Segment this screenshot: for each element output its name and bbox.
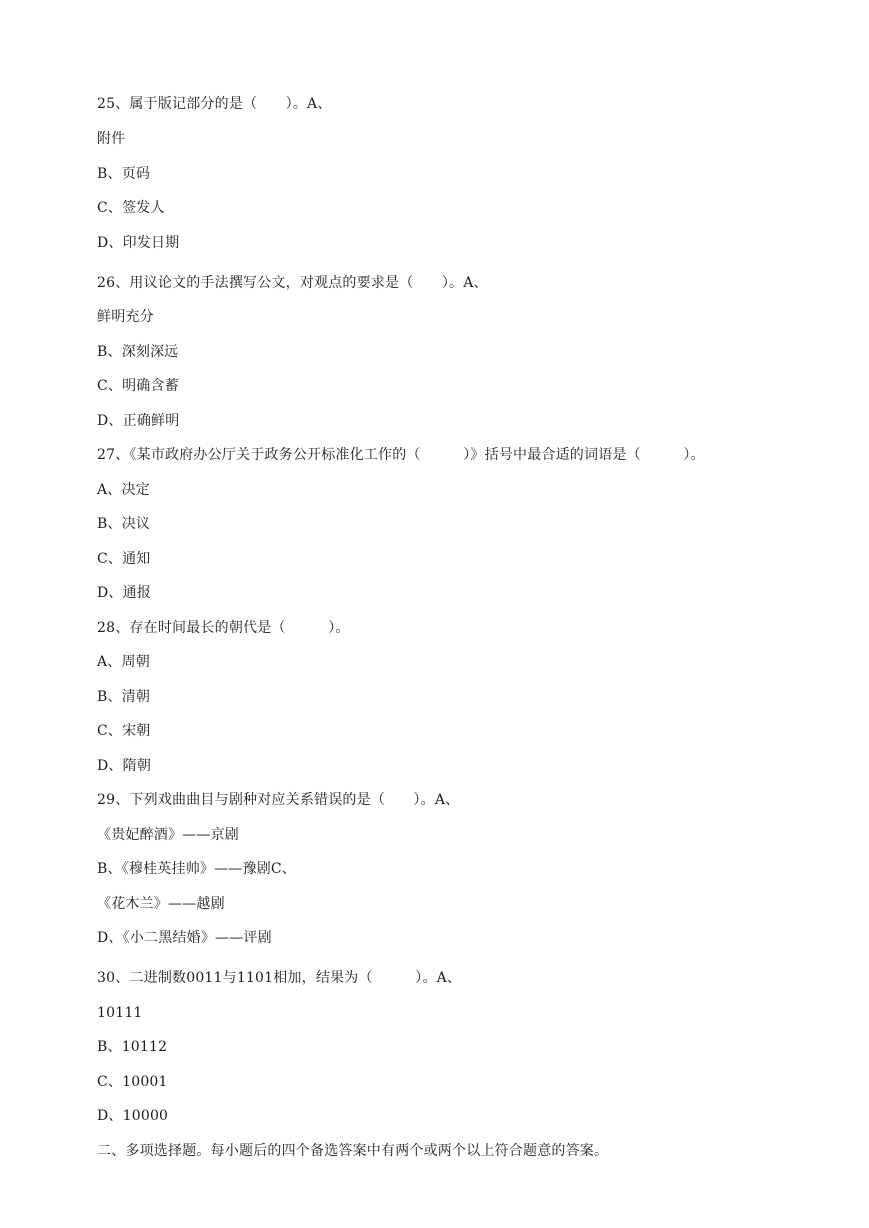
question-25-stem: 25、属于版记部分的是（ ）。A、	[97, 96, 332, 112]
question-27-option-c: C、通知	[97, 551, 151, 567]
question-26-option-c: C、明确含蓄	[97, 378, 179, 394]
question-26-stem: 26、用议论文的手法撰写公文，对观点的要求是（ ）。A、	[97, 275, 488, 291]
question-28-option-a: A、周朝	[97, 654, 150, 670]
question-29-stem: 29、下列戏曲曲目与剧种对应关系错误的是（ ）。A、	[97, 792, 460, 808]
question-29-option-d: D、《小二黑结婚》——评剧	[97, 930, 272, 946]
question-28-option-d: D、隋朝	[97, 758, 152, 774]
question-27-option-b: B、决议	[97, 516, 151, 532]
question-30-stem: 30、二进制数0011与1101相加，结果为（ ）。A、	[97, 970, 462, 986]
question-29-option-b: B、《穆桂英挂帅》——豫剧C、	[97, 861, 296, 877]
question-25-option-c: C、签发人	[97, 200, 165, 216]
question-30-option-d: D、10000	[97, 1108, 169, 1124]
question-25-option-d: D、印发日期	[97, 235, 180, 251]
question-28-option-c: C、宋朝	[97, 723, 151, 739]
question-28-option-b: B、清朝	[97, 689, 151, 705]
question-27-option-d: D、通报	[97, 585, 152, 601]
question-30-option-b: B、10112	[97, 1039, 168, 1055]
question-28-stem: 28、存在时间最长的朝代是（ ）。	[97, 620, 350, 636]
question-29-option-c-text: 《花木兰》——越剧	[97, 896, 225, 912]
question-27-option-a: A、决定	[97, 482, 150, 498]
question-25-option-a-text: 附件	[97, 131, 126, 147]
question-25-option-b: B、页码	[97, 166, 151, 182]
question-27-stem: 27、《某市政府办公厅关于政务公开标准化工作的（ ）》括号中最合适的词语是（ ）。	[97, 447, 705, 463]
section-heading-multiple-choice: 二、多项选择题。每小题后的四个备选答案中有两个或两个以上符合题意的答案。	[97, 1143, 609, 1159]
question-30-option-a-text: 10111	[97, 1005, 143, 1021]
question-29-option-a-text: 《贵妃醉酒》——京剧	[97, 827, 239, 843]
question-26-option-d: D、正确鲜明	[97, 413, 180, 429]
question-26-option-b: B、深刻深远	[97, 344, 179, 360]
question-30-option-c: C、10001	[97, 1074, 168, 1090]
question-26-option-a-text: 鲜明充分	[97, 309, 154, 325]
